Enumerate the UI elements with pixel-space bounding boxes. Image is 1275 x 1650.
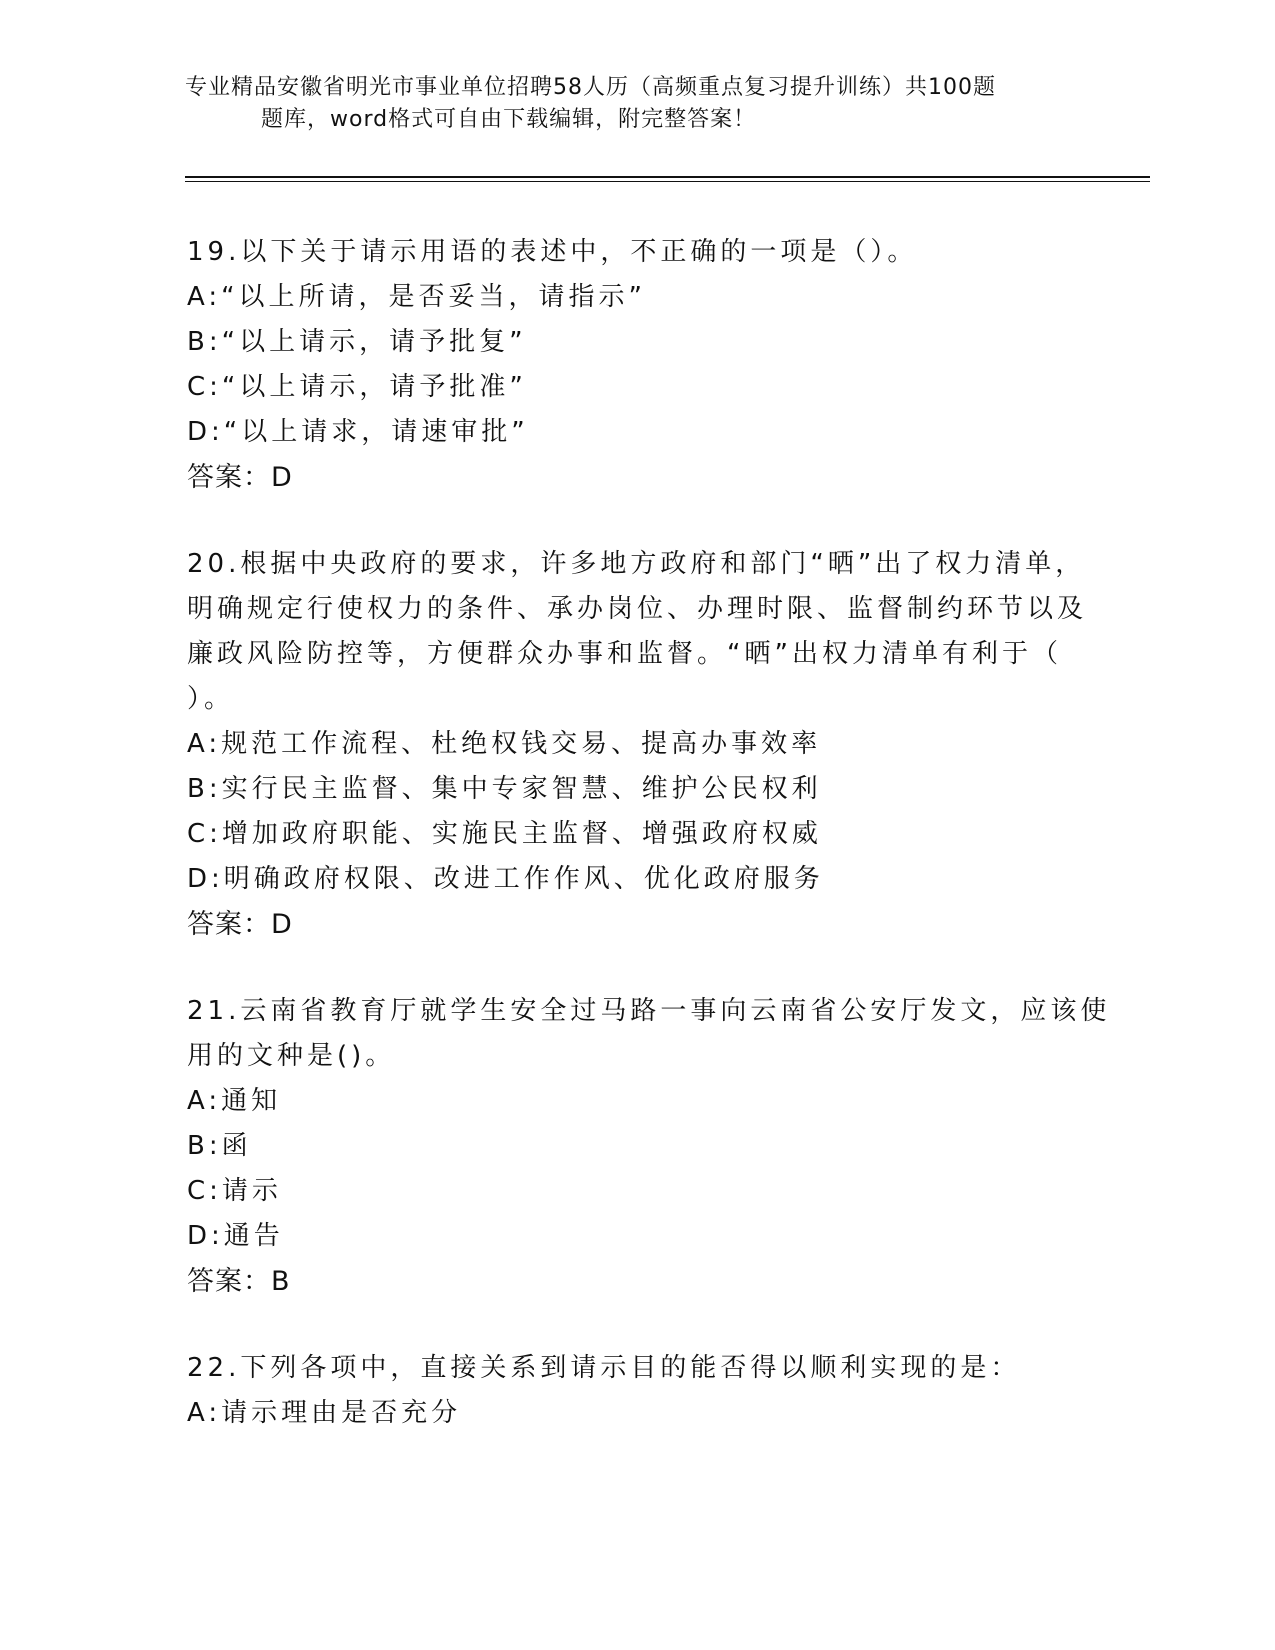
question-22 [187,1346,1087,1436]
question-21 [187,989,1111,1304]
question-text: 22.下列各项中，直接关系到请示目的能否得以顺利实现的是： [187,1353,1021,1383]
answer: 答案：D [187,462,293,493]
question-text: 20.根据中央政府的要求，许多地方政府和部门“晒”出了权力清单， [187,549,1086,579]
option-c: C:请示 [187,1176,282,1206]
question-text: 廉政风险防控等，方便群众办事和监督。“晒”出权力清单有利于（ [187,639,1062,669]
question-20 [187,542,1087,947]
header-line-2: 题库，word格式可自由下载编辑，附完整答案！ [261,107,757,132]
question-text: 21.云南省教育厅就学生安全过马路一事向云南省公安厅发文，应该使 [187,996,1111,1026]
question-list [187,230,1111,1478]
option-b: B:函 [187,1131,252,1161]
option-b: B:实行民主监督、集中专家智慧、维护公民权利 [187,774,822,804]
answer: 答案：D [187,909,293,940]
answer: 答案：B [187,1266,291,1297]
option-d: D:通告 [187,1221,284,1251]
document-header [185,72,1085,136]
header-line-1: 专业精品安徽省明光市事业单位招聘58人历（高频重点复习提升训练）共100题 [185,75,996,100]
question-text: ）。 [187,684,235,714]
option-b: B:“以上请示，请予批复” [187,327,527,357]
question-19 [187,230,1087,500]
option-c: C:增加政府职能、实施民主监督、增强政府权威 [187,819,822,849]
option-a: A:“以上所请，是否妥当，请指示” [187,282,647,312]
question-text: 19.以下关于请示用语的表述中，不正确的一项是（）。 [187,237,918,267]
header-divider-thin [185,181,1150,182]
option-a: A:请示理由是否充分 [187,1398,462,1428]
option-d: D:明确政府权限、改进工作作风、优化政府服务 [187,864,824,894]
question-text: 明确规定行使权力的条件、承办岗位、办理时限、监督制约环节以及 [187,594,1088,624]
option-a: A:规范工作流程、杜绝权钱交易、提高办事效率 [187,729,822,759]
header-divider-thick [185,176,1150,178]
option-c: C:“以上请示，请予批准” [187,372,527,402]
option-a: A:通知 [187,1086,282,1116]
option-d: D:“以上请求，请速审批” [187,417,529,447]
question-text: 用的文种是()。 [187,1041,396,1071]
